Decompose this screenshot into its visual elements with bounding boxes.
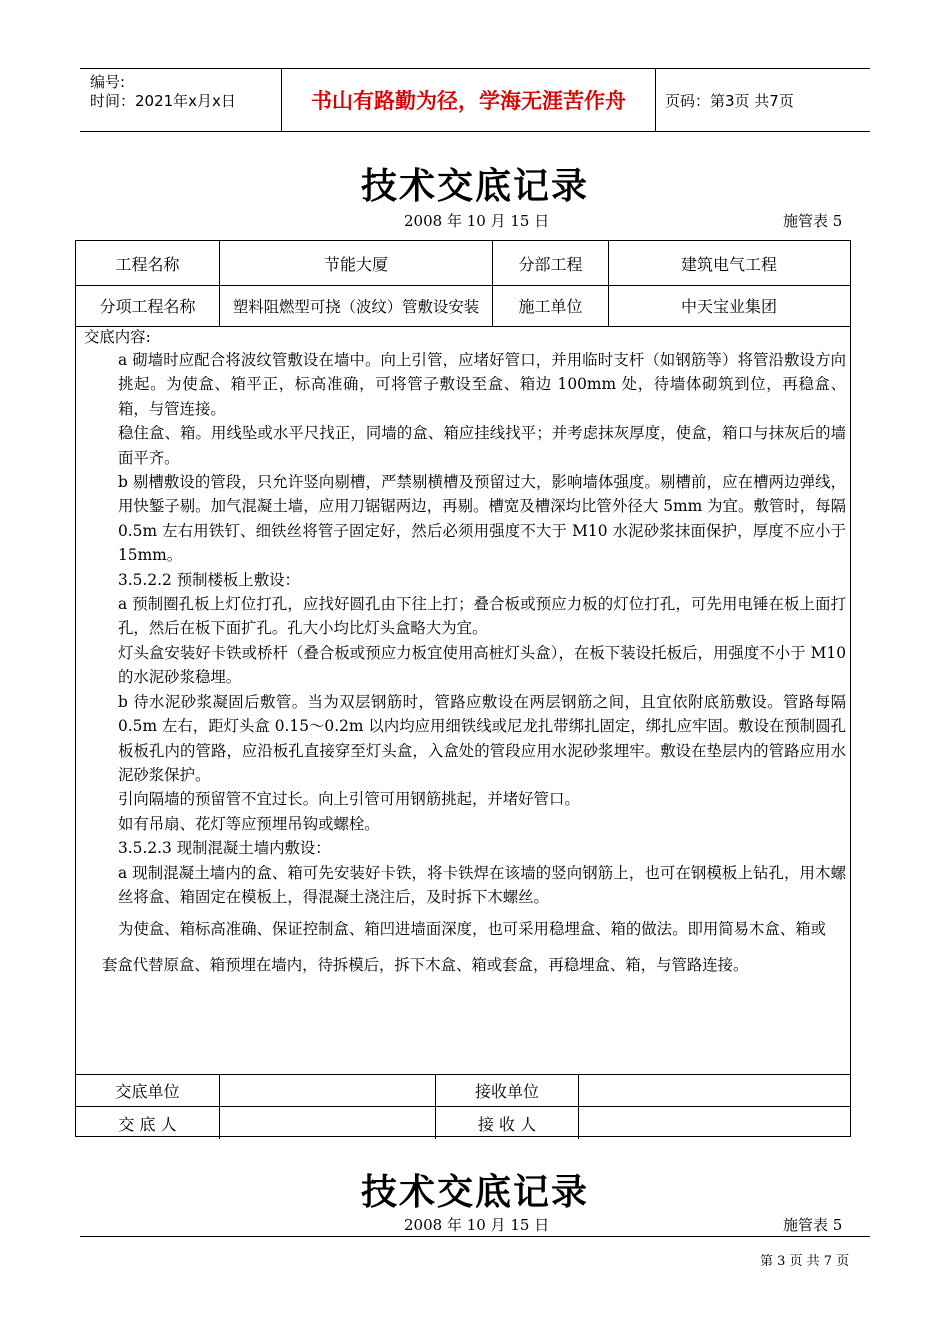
paragraph: 稳住盒、箱。用线坠或水平尺找正，同墙的盒、箱应挂线找平；并考虑抹灰厚度，使盒，箱口与抹灰后的墙面平齐。 xyxy=(118,424,846,467)
issuer-unit-value xyxy=(219,1074,435,1106)
paragraph: 引向隔墙的预留管不宜过长。向上引管可用钢筋挑起，并堵好管口。 xyxy=(118,790,580,809)
handover-content xyxy=(76,326,850,1075)
paragraph: a 砌墙时应配合将波纹管敷设在墙中。向上引管，应堵好管口，并用临时支杆（如钢筋等）将管沿敷设方向挑起。为使盒、箱平正，标高准确，可将管子敷设至盒、箱边 100mm 处，待墙体砌筑到位，再稳盒、箱，与管连接。 xyxy=(118,351,846,418)
contractor-label: 施工单位 xyxy=(492,285,608,326)
content-label: 交底内容: xyxy=(84,328,151,346)
division-value: 建筑电气工程 xyxy=(608,241,849,285)
contractor-value: 中天宝业集团 xyxy=(608,285,849,326)
receiver-label: 接 收 人 xyxy=(435,1107,578,1139)
subitem-value: 塑料阻燃型可挠（波纹）管敷设安装 xyxy=(219,285,492,326)
header-page-label: 页码：第3页 共7页 xyxy=(665,91,794,110)
project-row xyxy=(76,241,850,286)
issuer-unit-label: 交底单位 xyxy=(115,1081,180,1101)
form-number-repeat: 施管表 5 xyxy=(783,1216,843,1234)
paragraph: b 待水泥砂浆凝固后敷管。当为双层钢筋时，管路应敷设在两层钢筋之间，且宜依附底筋敷设。管路每隔 0.5m 左右，距灯头盒 0.15～0.2m 以内均应用细铁线或尼龙扎带绑扎固定，绑扎应牢固。敷设在预制圆孔板板孔内的管路，应沿板孔直接穿至灯头盒，入盒处的管段应用水泥砂浆埋牢。敷设在垫层内的管路应用水泥砂浆保护。 xyxy=(118,692,846,784)
record-date: 2008 年 10 月 15 日 xyxy=(404,212,550,230)
content-tail xyxy=(102,918,846,990)
receiver-value xyxy=(578,1107,849,1139)
form-number: 施管表 5 xyxy=(783,212,843,230)
header-slogan: 书山有路勤为径，学海无涯苦作舟 xyxy=(281,69,656,131)
paragraph: a 预制圈孔板上灯位打孔，应找好圆孔由下往上打；叠合板或预应力板的灯位打孔，可先用电锤在板上面打孔，然后在板下面扩孔。孔大小均比灯头盒略大为宜。 xyxy=(118,595,846,638)
person-row xyxy=(76,1107,850,1139)
paragraph: b 剔槽敷设的管段，只允许竖向剔槽，严禁剔横槽及预留过大，影响墙体强度。剔槽前，应在槽两边弹线，用快錾子剔。加气混凝土墙，应用刀锯锯两边，再剔。槽宽及槽深均比管外径大 5mm 为宜。敷管时，每隔 0.5m 左右用铁钉、细铁丝将管子固定好，然后必须用强度不大于 M10 水泥砂浆抹面保护，厚度不应小于 15mm。 xyxy=(118,473,846,565)
record-title: 技术交底记录 xyxy=(360,166,589,207)
paragraph: 3.5.2.3 现制混凝土墙内敷设： xyxy=(118,839,331,858)
content-body xyxy=(118,348,846,909)
paragraph: 灯头盒安装好卡铁或桥杆（叠合板或预应力板宜使用高桩灯头盒），在板下装设托板后，用强度不小于 M10 的水泥砂浆稳埋。 xyxy=(118,643,846,687)
tail-paragraph: 为使盒、箱标高准确、保证控制盒、箱凹进墙面深度，也可采用稳埋盒、箱的做法。即用简易木盒、箱或 xyxy=(118,920,826,938)
project-name-label: 工程名称 xyxy=(115,254,180,274)
unit-row xyxy=(76,1074,850,1107)
number-label: 编号: xyxy=(90,73,126,91)
issuer-value xyxy=(219,1107,435,1139)
issuer-label: 交 底 人 xyxy=(118,1114,177,1134)
project-name-value: 节能大厦 xyxy=(219,241,492,285)
receiver-unit-label: 接收单位 xyxy=(435,1074,578,1106)
record-title-repeat: 技术交底记录 xyxy=(360,1172,589,1213)
record-table xyxy=(75,240,851,1137)
paragraph: 如有吊扇、花灯等应预埋吊钩或螺栓。 xyxy=(118,814,380,833)
receiver-unit-value xyxy=(578,1074,849,1106)
footer-rule xyxy=(80,1236,870,1237)
paragraph: a 现制混凝土墙内的盒、箱可先安装好卡铁，将卡铁焊在该墙的竖向钢筋上，也可在钢模板上钻孔，用木螺丝将盒、箱固定在模板上，得混凝土浇注后，及时拆下木螺丝。 xyxy=(118,863,846,906)
subitem-row xyxy=(76,285,850,327)
time-label: 时间：2021年x月x日 xyxy=(90,92,236,110)
record-date-repeat: 2008 年 10 月 15 日 xyxy=(404,1216,550,1234)
header-meta xyxy=(80,69,280,131)
division-label: 分部工程 xyxy=(492,241,608,285)
tail-paragraph: 套盒代替原盒、箱预埋在墙内，待拆模后，拆下木盒、箱或套盒，再稳埋盒、箱，与管路连接。 xyxy=(102,956,749,974)
page-header xyxy=(80,68,870,132)
paragraph: 3.5.2.2 预制楼板上敷设： xyxy=(118,570,300,589)
subitem-label: 分项工程名称 xyxy=(99,297,196,316)
page-footer: 第 3 页 共 7 页 xyxy=(760,1254,850,1269)
